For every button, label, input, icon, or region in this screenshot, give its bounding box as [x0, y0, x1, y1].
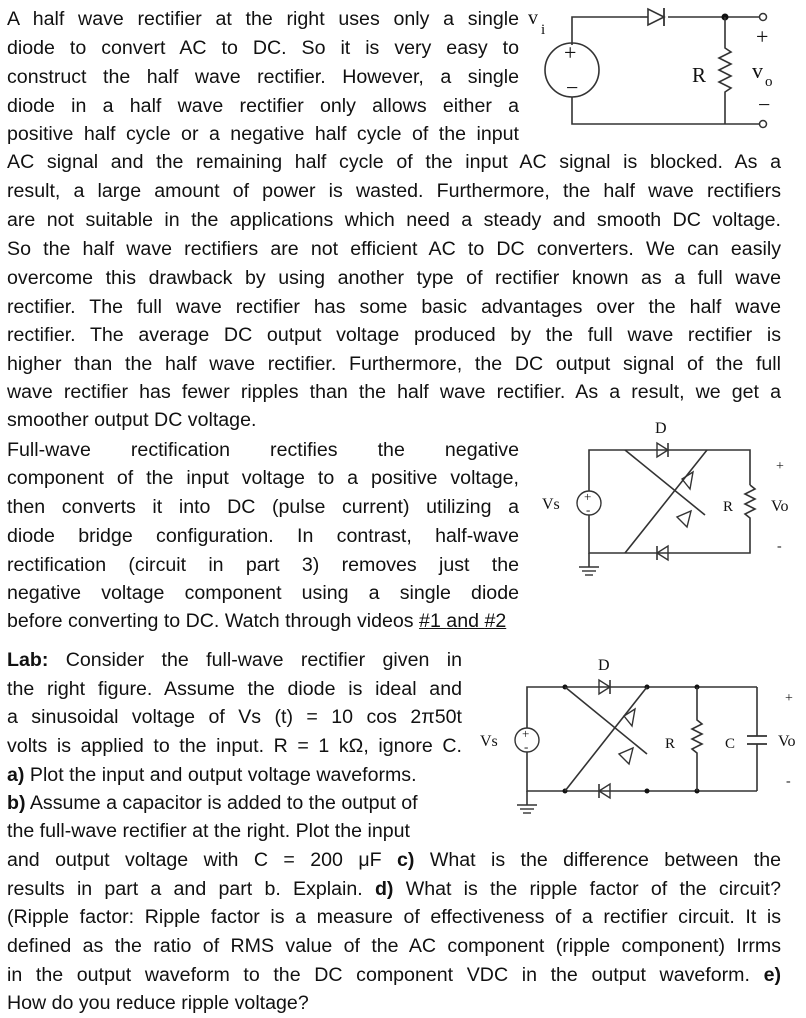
text-span: and output voltage with C = 200 μF [7, 849, 397, 871]
text-line [7, 761, 417, 790]
text-line: construct the half wave rectifier. However, a single [7, 66, 519, 88]
video-link-2[interactable]: #2 [484, 610, 507, 632]
video-link-1[interactable]: #1 [419, 610, 447, 632]
text-span: a sinusoidal voltage of Vs (t) = 10 cos 2π50t [7, 706, 462, 728]
text-line: higher than the half wave rectifier. Furthermore, the DC output signal of the full [7, 353, 781, 375]
text-line: are not suitable in the applications which need a steady and smooth DC voltage. [7, 209, 781, 231]
wire [527, 752, 757, 791]
text-span: before converting to DC. Watch through videos [7, 610, 420, 632]
wire [572, 17, 640, 45]
wire [565, 687, 647, 754]
diode-icon [677, 511, 691, 527]
source-plus: + [522, 726, 530, 741]
diode-icon [619, 748, 633, 764]
text-span: Assume a capacitor is added to the output of [25, 792, 418, 814]
text-line: So the half wave rectifiers are not efficient AC to DC converters. We can easily [7, 238, 781, 260]
output-minus: - [786, 774, 791, 789]
vs-label: Vs [480, 733, 498, 750]
text-line: overcome this drawback by using another type of rectifier known as a full wave [7, 267, 781, 289]
text-span: Consider the full-wave rectifier given in [48, 649, 462, 671]
text-line: rectifier. The full wave rectifier has some basic advantages over the half wave [7, 296, 781, 318]
text-line: AC signal and the remaining half cycle of the input AC signal is blocked. As a [7, 151, 781, 173]
source-minus: - [586, 502, 591, 517]
output-plus: + [785, 691, 793, 706]
source-plus: + [584, 489, 592, 504]
vi-subscript: i [541, 22, 546, 38]
vo-label: v [752, 58, 763, 83]
text-line: result, a large amount of power is wasted. Furthermore, the half wave rectifiers [7, 180, 781, 202]
text-span: the right figure. Assume the diode is ideal and [7, 678, 462, 700]
source-minus: - [524, 739, 529, 754]
wire [625, 450, 707, 553]
text-line [7, 875, 781, 904]
text-line: How do you reduce ripple voltage? [7, 992, 309, 1014]
text-span: Plot the input and output voltage waveforms. [24, 764, 417, 786]
wire [625, 450, 705, 515]
text-line: defined as the ratio of RMS value of the AC component (ripple component) Irrms [7, 935, 781, 957]
text-line: diode to convert AC to DC. So it is very easy to [7, 37, 519, 59]
text-line [7, 732, 462, 761]
text-line: negative voltage component using a single diode [7, 582, 519, 604]
capacitor-label: C [725, 736, 736, 752]
text-line: rectifier. The average DC output voltage produced by the full wave rectifier is [7, 324, 781, 346]
link-joiner: and [446, 610, 485, 632]
diode-icon [648, 9, 664, 25]
text-line [7, 703, 462, 732]
diode-label: D [655, 420, 667, 437]
output-minus: - [777, 539, 782, 554]
label-bold: e) [763, 964, 781, 986]
label-bold: Lab: [7, 649, 49, 671]
label-bold: c) [396, 849, 415, 871]
output-terminal [760, 14, 767, 21]
text-line: positive half cycle or a negative half cycle of the input [7, 123, 519, 145]
text-line: rectification (circuit in part 3) removes just the [7, 554, 519, 576]
output-plus: + [776, 459, 784, 474]
vo-subscript: o [765, 74, 773, 90]
source-plus: + [564, 40, 577, 65]
text-span: the full-wave rectifier at the right. Plot the input [7, 820, 410, 842]
resistor-icon [719, 17, 731, 124]
text-line [7, 646, 462, 675]
text-span: volts is applied to the input. R = 1 kΩ, ignore C. [7, 735, 462, 757]
vo-label: Vo [778, 733, 796, 750]
text-line [7, 961, 781, 990]
wire [565, 687, 647, 791]
half-wave-rectifier-diagram [500, 0, 800, 140]
text-line [7, 607, 506, 636]
text-line [7, 817, 410, 846]
vi-label: v [528, 7, 538, 29]
resistor-label: R [665, 736, 676, 752]
vo-label: Vo [771, 498, 789, 515]
text-line: wave rectifier has fewer ripples than the half wave rectifier. As a result, we get a [7, 381, 781, 403]
text-line: then converts it into DC (pulse current) utilizing a [7, 496, 519, 518]
text-line: component of the input voltage to a positive voltage, [7, 467, 519, 489]
vs-label: Vs [542, 496, 560, 513]
source-minus: − [566, 75, 579, 100]
text-line [7, 675, 462, 704]
text-span: in the output waveform to the DC component VDC in the output waveform. [7, 964, 764, 986]
resistor-label: R [692, 63, 707, 87]
text-line [7, 846, 781, 875]
text-span: results in part a and part b. Explain. [7, 878, 375, 900]
diode-icon [624, 709, 635, 726]
text-line: (Ripple factor: Ripple factor is a measure of effectiveness of a rectifier circuit. It is [7, 906, 781, 928]
output-terminal [760, 121, 767, 128]
output-plus: + [756, 24, 769, 49]
junction-dot [645, 789, 650, 794]
label-bold: b) [7, 792, 26, 814]
resistor-icon [692, 687, 702, 791]
text-span: What is the ripple factor of the circuit? [393, 878, 781, 900]
text-line: diode bridge configuration. In contrast, half-wave [7, 525, 519, 547]
text-line: diode in a half wave rectifier only allows either a [7, 95, 519, 117]
text-line: smoother output DC voltage. [7, 409, 257, 431]
wire [572, 97, 760, 124]
text-span: What is the difference between the [414, 849, 781, 871]
output-minus: − [758, 92, 771, 117]
resistor-label: R [723, 499, 734, 515]
text-line: Full-wave rectification rectifies the negative [7, 439, 519, 461]
bridge-rectifier-capacitor-diagram [475, 650, 800, 825]
label-bold: d) [374, 878, 394, 900]
text-line: A half wave rectifier at the right uses only a single [7, 8, 519, 30]
text-line [7, 789, 418, 818]
bridge-rectifier-diagram [535, 415, 800, 590]
label-bold: a) [7, 764, 25, 786]
diode-label: D [598, 657, 610, 674]
